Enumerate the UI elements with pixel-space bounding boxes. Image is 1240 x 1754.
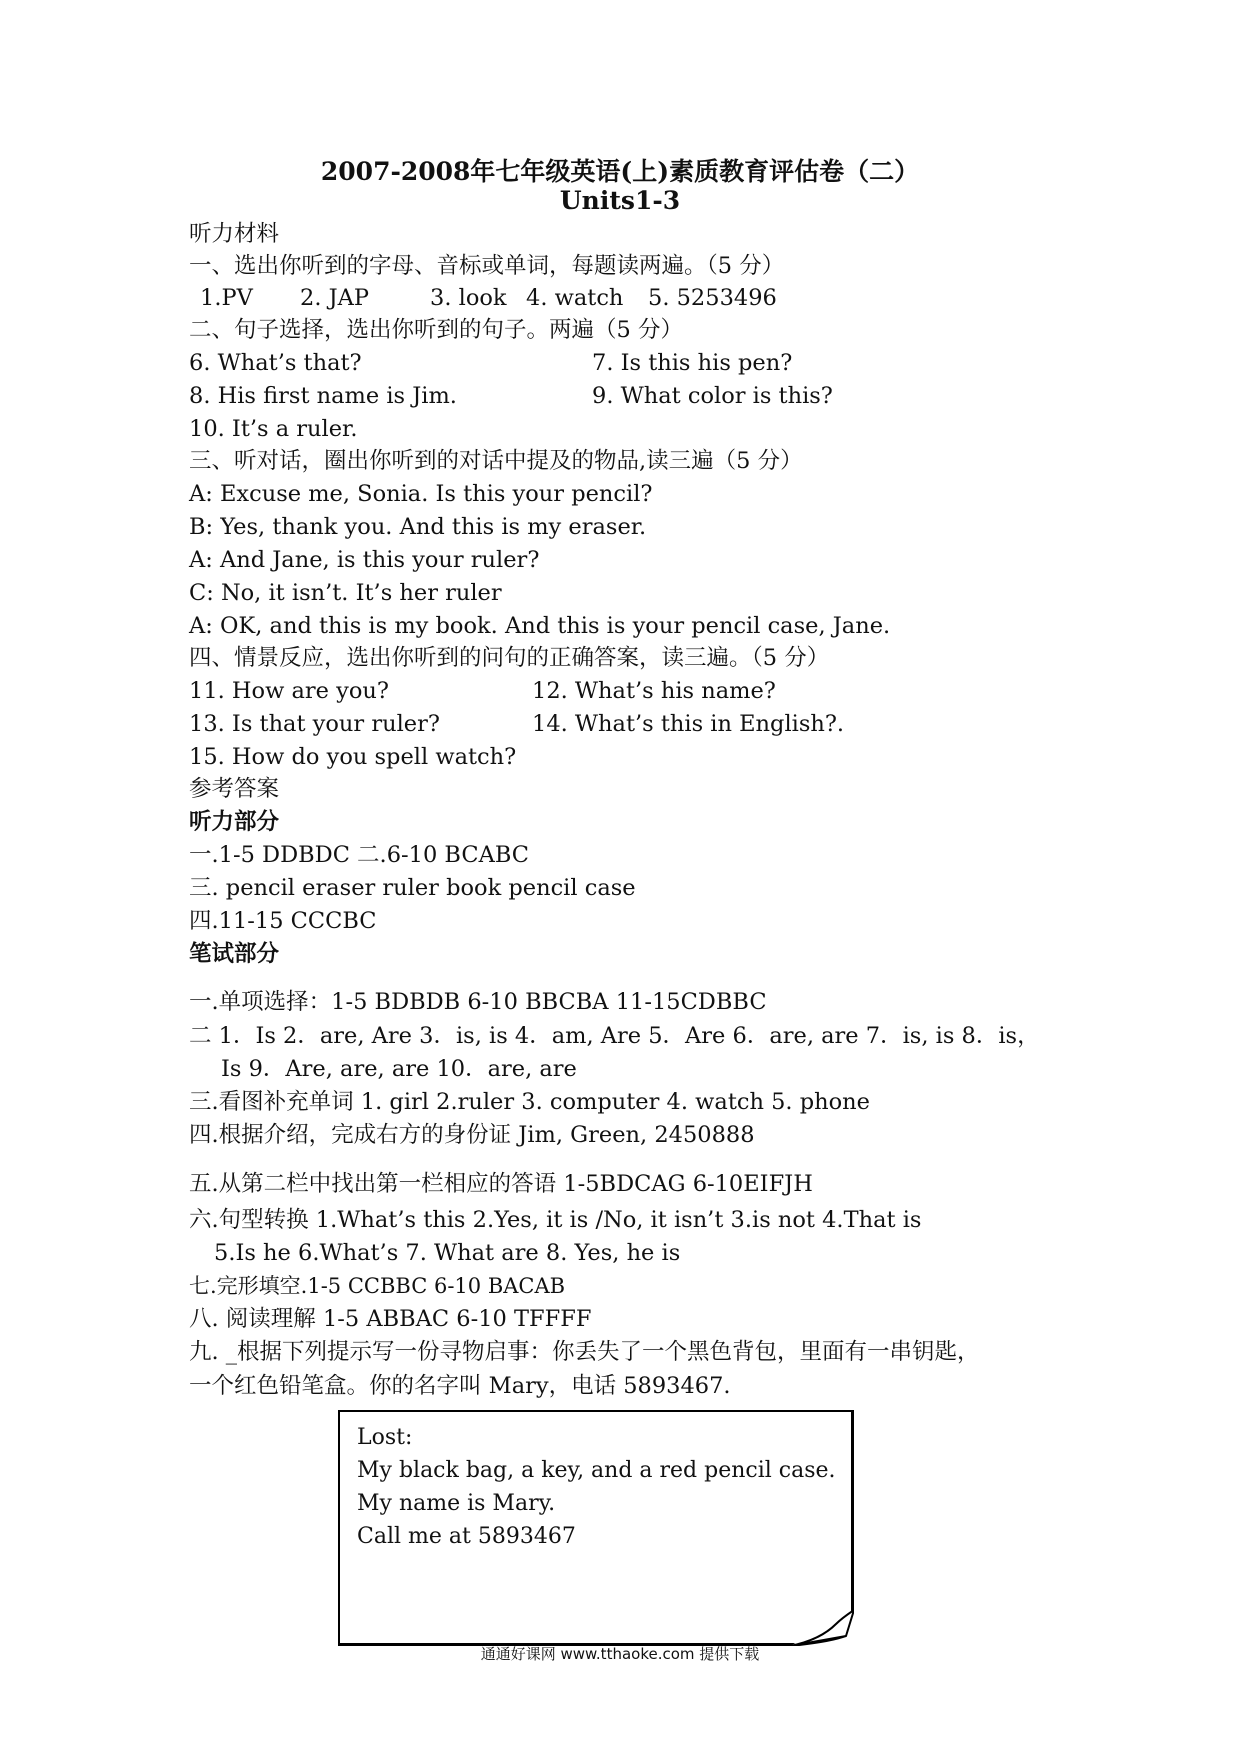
sec4-item: 15. How do you spell watch? xyxy=(189,744,517,770)
notice-line: My black bag, a key, and a red pencil case. xyxy=(357,1458,836,1483)
sec1-item: 4. watch xyxy=(526,285,624,311)
notice-line: Lost: xyxy=(357,1425,413,1450)
lost-notice-box xyxy=(338,1410,854,1646)
written-answers-heading: 笔试部分 xyxy=(189,941,280,967)
sec1-item: 3. look xyxy=(430,285,507,311)
dialogue-line: A: OK, and this is my book. And this is your pencil case, Jane. xyxy=(189,613,891,639)
page-title: 2007-2008年七年级英语(上)素质教育评估卷（二） xyxy=(320,157,920,186)
answer-line: 六.句型转换 1.What’s this 2.Yes, it is /No, it isn’t 3.is not 4.That is xyxy=(189,1207,922,1233)
sec4-item: 11. How are you? xyxy=(189,678,389,704)
page-curl-icon xyxy=(790,1610,854,1646)
sec2-item: 8. His first name is Jim. xyxy=(189,383,457,409)
answer-line: 七.完形填空.1-5 CCBBC 6-10 BACAB xyxy=(189,1274,566,1298)
sec2-item: 7. Is this his pen? xyxy=(592,350,793,376)
sec2-item: 6. What’s that? xyxy=(189,350,362,376)
sec4-item: 13. Is that your ruler? xyxy=(189,711,440,737)
dialogue-line: A: Excuse me, Sonia. Is this your pencil? xyxy=(189,481,653,507)
dialogue-line: B: Yes, thank you. And this is my eraser. xyxy=(189,514,647,540)
sec1-item: 5. 5253496 xyxy=(648,285,777,311)
section1-items xyxy=(200,284,777,312)
listening-answers-heading: 听力部分 xyxy=(189,809,280,835)
dialogue-line: C: No, it isn’t. It’s her ruler xyxy=(189,580,502,606)
page-subtitle: Units1-3 xyxy=(559,186,681,215)
section4-heading: 四、情景反应，选出你听到的问句的正确答案，读三遍。（5 分） xyxy=(189,645,830,671)
footer-text: 通通好课网 www.tthaoke.com 提供下载 xyxy=(480,1645,760,1663)
notice-line: Call me at 5893467 xyxy=(357,1524,576,1549)
answers-heading: 参考答案 xyxy=(189,776,280,802)
answer-line: 八. 阅读理解 1-5 ABBAC 6-10 TFFFF xyxy=(189,1306,592,1332)
section3-heading: 三、听对话，圈出你听到的对话中提及的物品,读三遍（5 分） xyxy=(189,448,803,474)
answer-line: 5.Is he 6.What’s 7. What are 8. Yes, he is xyxy=(214,1240,681,1266)
sec4-item: 14. What’s this in English?. xyxy=(532,711,845,737)
answer-line: 四.根据介绍，完成右方的身份证 Jim, Green, 2450888 xyxy=(189,1122,755,1148)
listening-material-heading: 听力材料 xyxy=(189,221,280,247)
sec1-item: 2. JAP xyxy=(300,285,370,311)
answer-line: 九. _根据下列提示写一份寻物启事：你丢失了一个黑色背包，里面有一串钥匙， xyxy=(189,1339,980,1365)
answer-line: 一.1-5 DDBDC 二.6-10 BCABC xyxy=(189,842,529,868)
answer-line: Is 9．Are, are, are 10．are, are xyxy=(221,1056,577,1082)
section1-heading: 一、选出你听到的字母、音标或单词，每题读两遍。（5 分） xyxy=(189,253,785,279)
answer-line: 二 1．Is 2．are, Are 3．is, is 4．am, Are 5．Are 6．are, are 7．is, is 8．is， xyxy=(189,1023,1040,1049)
dialogue-line: A: And Jane, is this your ruler? xyxy=(189,547,540,573)
sec4-item: 12. What’s his name? xyxy=(532,678,776,704)
sec2-item: 10. It’s a ruler. xyxy=(189,416,358,442)
answer-line: 一个红色铅笔盒。你的名字叫 Mary，电话 5893467. xyxy=(189,1373,731,1399)
answer-line: 一.单项选择：1-5 BDBDB 6-10 BBCBA 11-15CDBBC xyxy=(189,989,767,1015)
answer-line: 三.看图补充单词 1. girl 2.ruler 3. computer 4. watch 5. phone xyxy=(189,1089,870,1115)
sec2-item: 9. What color is this? xyxy=(592,383,833,409)
answer-line: 四.11-15 CCCBC xyxy=(189,908,377,934)
sec1-item: 1.PV xyxy=(200,285,253,311)
answer-line: 五.从第二栏中找出第一栏相应的答语 1-5BDCAG 6-10EIFJH xyxy=(189,1171,813,1197)
answer-line: 三. pencil eraser ruler book pencil case xyxy=(189,875,636,901)
notice-line: My name is Mary. xyxy=(357,1491,556,1516)
section2-heading: 二、句子选择，选出你听到的句子。两遍（5 分） xyxy=(189,317,683,343)
